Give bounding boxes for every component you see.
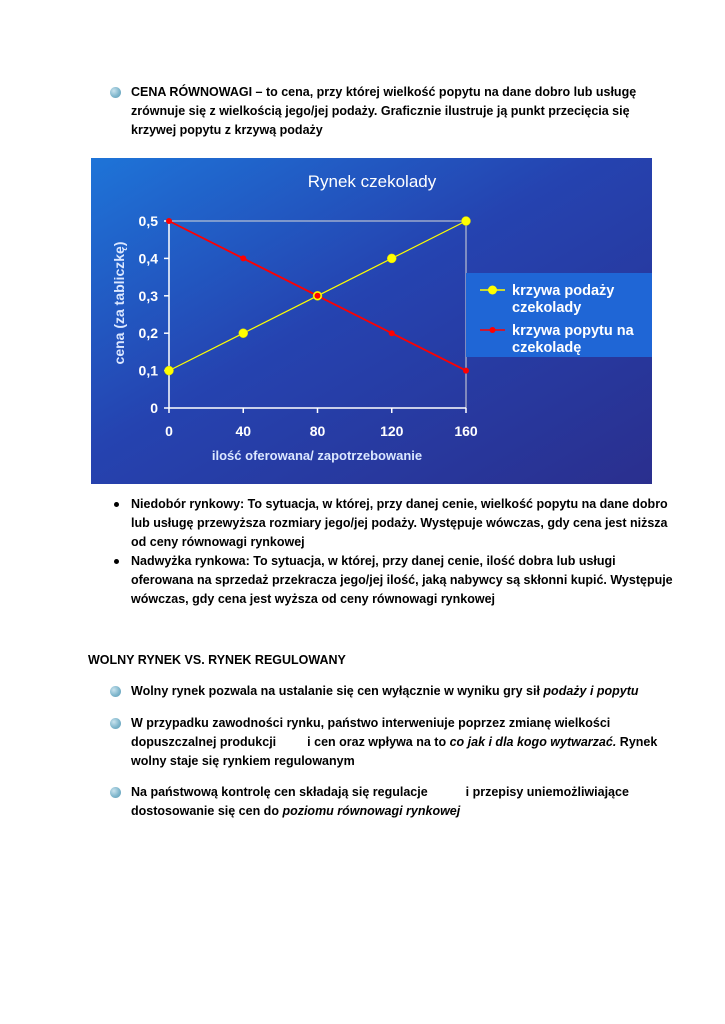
y-tick-label: 0,5 <box>138 213 158 229</box>
data-point <box>315 293 321 299</box>
paragraph-line: CENA RÓWNOWAGI – to cena, przy której wielkość popytu na dane dobro lub usługę <box>131 85 637 99</box>
emphasis-text: poziomu równowagi rynkowej <box>282 804 461 818</box>
paragraph-line: wówczas, gdy cena jest wyższa od ceny równowagi rynkowej <box>131 592 496 606</box>
price-control-paragraph <box>131 783 629 821</box>
data-point <box>165 366 174 375</box>
x-tick-label: 80 <box>309 423 326 439</box>
paragraph-text: dostosowanie się cen do <box>131 804 283 818</box>
data-point <box>240 255 246 261</box>
paragraph-text: Na państwową kontrolę cen składają się regulacje <box>131 785 428 799</box>
market-shortage-paragraph <box>131 495 668 552</box>
legend-label: krzywa popytu na <box>512 323 634 339</box>
bullet-circle-icon <box>110 787 121 798</box>
data-point <box>166 218 172 224</box>
chart-svg <box>91 158 652 484</box>
paragraph-text: i cen oraz wpływa na to <box>307 735 450 749</box>
legend-label: czekolady <box>512 300 582 316</box>
paragraph-line: krzywej popytu z krzywą podaży <box>131 123 323 137</box>
equilibrium-price-paragraph <box>131 83 636 140</box>
free-market-text: Wolny rynek pozwala na ustalanie się cen wyłącznie w wyniku gry sił <box>131 684 544 698</box>
y-tick-label: 0,4 <box>138 250 158 267</box>
x-tick-label: 0 <box>165 423 173 439</box>
paragraph-line: Niedobór rynkowy: To sytuacja, w której, przy danej cenie, wielkość popytu na dane dobro <box>131 497 668 511</box>
data-point <box>387 254 396 263</box>
free-market-paragraph <box>131 682 639 701</box>
paragraph-line: oferowana na sprzedaż przekracza jego/jej ilość, jaką nabywcy są skłonni kupić. Występuje <box>131 573 673 587</box>
legend-swatch-marker <box>490 327 496 333</box>
y-axis-label: cena (za tabliczkę) <box>111 241 127 365</box>
bullet-circle-icon <box>110 718 121 729</box>
legend-label: krzywa podaży <box>512 283 615 299</box>
x-tick-label: 40 <box>235 423 252 439</box>
data-point <box>463 368 469 374</box>
emphasis-text: podaży i popytu <box>543 684 639 698</box>
paragraph-line: W przypadku zawodności rynku, państwo interweniuje poprzez zmianę wielkości <box>131 716 611 730</box>
legend-swatch-marker <box>488 286 497 295</box>
bullet-disc-icon <box>114 502 119 507</box>
chocolate-market-chart <box>91 158 652 484</box>
bullet-circle-icon <box>110 87 121 98</box>
bullet-circle-icon <box>110 686 121 697</box>
paragraph-line: Nadwyżka rynkowa: To sytuacja, w której, przy danej cenie, ilość dobra lub usługi <box>131 554 616 568</box>
y-tick-label: 0,3 <box>138 287 158 304</box>
paragraph-text: Rynek <box>616 735 658 749</box>
paragraph-text: dopuszczalnej produkcji <box>131 735 277 749</box>
market-failure-paragraph <box>131 714 657 771</box>
paragraph-line: wolny staje się rynkiem regulowanym <box>131 754 355 768</box>
x-tick-label: 160 <box>454 423 478 439</box>
paragraph-line: od ceny równowagi rynkowej <box>131 535 305 549</box>
x-axis-label: ilość oferowana/ zapotrzebowanie <box>211 448 423 463</box>
data-point <box>389 330 395 336</box>
paragraph-line: lub usługę przewyższa rozmiary jego/jej podaży. Występuje wówczas, gdy cena jest niższa <box>131 516 668 530</box>
paragraph-line: zrównuje się z wielkością jego/jej podaży. Graficznie ilustruje ją punkt przecięcia się <box>131 104 630 118</box>
y-tick-label: 0,2 <box>138 325 158 342</box>
x-tick-label: 120 <box>380 423 404 439</box>
bullet-disc-icon <box>114 559 119 564</box>
data-point <box>462 217 471 226</box>
y-tick-label: 0 <box>150 400 158 416</box>
chart-title: Rynek czekolady <box>307 172 437 191</box>
y-tick-label: 0,1 <box>138 362 158 379</box>
paragraph-text: i przepisy uniemożliwiające <box>465 785 629 799</box>
market-surplus-paragraph <box>131 552 673 609</box>
data-point <box>239 329 248 338</box>
section-heading: WOLNY RYNEK VS. RYNEK REGULOWANY <box>88 653 346 667</box>
emphasis-text: co jak i dla kogo wytwarzać. <box>449 735 617 749</box>
legend-label: czekoladę <box>512 340 582 356</box>
